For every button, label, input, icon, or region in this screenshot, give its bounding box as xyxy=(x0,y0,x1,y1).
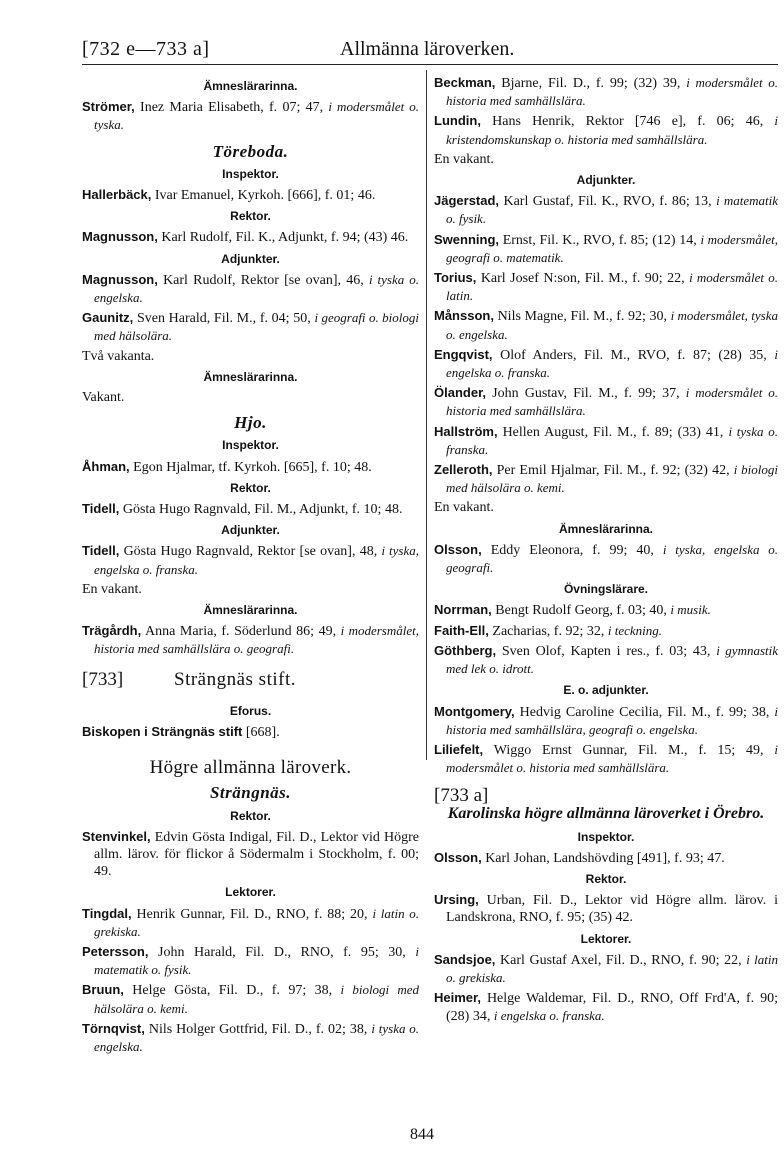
person-name: Liliefelt, xyxy=(434,741,484,757)
person-name: Hallström, xyxy=(434,423,498,439)
person-details: Helge Gösta, Fil. D., f. 97; 38, xyxy=(123,983,341,999)
person-name: Tidell, xyxy=(82,543,120,559)
person-name: Faith-Ell, xyxy=(434,622,489,638)
staff-entry xyxy=(82,309,419,345)
person-name: Hallerbäck, xyxy=(82,187,152,203)
vacancy-note: Två vakanta. xyxy=(82,348,155,364)
teaching-subjects: i geografi o. biologi med hälsolära. xyxy=(94,310,419,344)
person-details: Gösta Hugo Ragnvald, Rektor [se ovan], 48, xyxy=(119,544,382,560)
teaching-subjects: i modersmålet o. historia med samhällslära. xyxy=(446,385,778,419)
person-name: Magnusson, xyxy=(82,229,158,245)
person-details: Hans Henrik, Rektor [746 e], f. 06; 46, xyxy=(480,114,775,130)
person-name: Zelleroth, xyxy=(434,462,493,478)
page-range: [732 e—733 a] xyxy=(82,38,210,60)
vacancy-note: En vakant. xyxy=(434,151,494,167)
role-heading: Övningslärare. xyxy=(563,582,649,597)
staff-entry xyxy=(82,981,419,1017)
person-details: Eddy Eleonora, f. 99; 40, xyxy=(481,542,663,558)
person-details: Olof Anders, Fil. M., RVO, f. 87; (28) 35, xyxy=(492,347,775,363)
person-name: Tidell, xyxy=(82,501,120,517)
staff-entry xyxy=(434,849,778,867)
person-name: Strömer, xyxy=(82,99,135,115)
staff-entry xyxy=(434,601,778,619)
left-column xyxy=(82,74,419,1058)
staff-entry xyxy=(434,112,778,148)
person-name: Torius, xyxy=(434,270,477,286)
teaching-subjects: i tyska, engelska o. geografi. xyxy=(446,541,778,576)
person-details: Per Emil Hjalmar, Fil. M., f. 92; (32) 42, xyxy=(492,463,734,479)
section-number: [733 a] xyxy=(434,785,489,807)
role-heading: Inspektor. xyxy=(222,166,279,181)
teaching-subjects: i kristendomskunskap o. historia med samhällslära. xyxy=(446,113,778,147)
town-heading: Töreboda. xyxy=(212,141,289,161)
person-name: Tingdal, xyxy=(82,905,132,921)
person-details: Helge Waldemar, Fil. D., RNO, Off Frd'A, f. 90; (28) 34, xyxy=(446,991,778,1025)
teaching-subjects: i matematik o. fysik. xyxy=(446,193,778,227)
person-details: Anna Maria, f. Söderlund 86; 49, xyxy=(141,624,341,640)
person-details: Urban, Fil. D., Lektor vid Högre allm. lärov. i Landskrona, RNO, f. 95; (35) 42. xyxy=(446,893,778,926)
person-details: Bjarne, Fil. D., f. 99; (32) 39, xyxy=(495,76,687,91)
staff-entry xyxy=(434,231,778,267)
staff-entry xyxy=(82,723,419,741)
staff-entry xyxy=(82,542,419,578)
role-heading: Rektor. xyxy=(230,480,271,495)
role-heading: Lektorer. xyxy=(225,885,276,900)
section-number: [733] xyxy=(82,668,124,690)
person-details: Karl Johan, Landshövding [491], f. 93; 47. xyxy=(481,850,725,866)
role-heading: Adjunkter. xyxy=(221,523,280,538)
role-heading: Ämneslärarinna. xyxy=(203,369,298,384)
staff-entry xyxy=(434,989,778,1025)
staff-entry xyxy=(434,346,778,382)
staff-entry xyxy=(82,98,419,134)
teaching-subjects: i modersmålet o. tyska. xyxy=(94,99,419,133)
role-heading: Lektorer. xyxy=(580,931,632,946)
person-name: Olsson, xyxy=(434,849,482,865)
person-details: Egon Hjalmar, tf. Kyrkoh. [665], f. 10; 48. xyxy=(129,459,372,475)
person-details: Karl Rudolf, Fil. K., Adjunkt, f. 94; (43) 46. xyxy=(157,230,409,246)
person-details: Karl Gustaf, Fil. K., RVO, f. 86; 13, xyxy=(499,194,717,210)
person-name: Sandsjoe, xyxy=(434,951,496,967)
person-name: Beckman, xyxy=(434,75,496,90)
person-details: John Gustav, Fil. M., f. 99; 37, xyxy=(486,386,686,402)
person-details: Sven Harald, Fil. M., f. 04; 50, xyxy=(133,311,315,327)
person-name: Biskopen i Strängnäs stift xyxy=(82,723,243,739)
person-name: Magnusson, xyxy=(82,271,158,287)
person-details: Nils Holger Gottfrid, Fil. D., f. 02; 38, xyxy=(144,1021,372,1037)
teaching-subjects: i tyska o. franska. xyxy=(446,423,779,457)
person-details: Henrik Gunnar, Fil. D., RNO, f. 88; 20, xyxy=(131,906,373,922)
person-details: Gösta Hugo Ragnvald, Fil. M., Adjunkt, f. 10; 48. xyxy=(119,502,403,518)
person-details: Zacharias, f. 92; 32, xyxy=(488,623,608,639)
role-heading: Rektor. xyxy=(230,808,271,823)
role-heading: Ämneslärarinna. xyxy=(203,79,298,93)
person-details: Hedvig Caroline Cecilia, Fil. M., f. 99; 38, xyxy=(514,704,775,720)
column-divider xyxy=(426,70,427,760)
role-heading: Adjunkter. xyxy=(576,173,636,188)
staff-entry xyxy=(82,828,419,881)
person-details: Ivar Emanuel, Kyrkoh. [666], f. 01; 46. xyxy=(151,188,376,204)
staff-entry xyxy=(434,642,778,678)
staff-entry xyxy=(82,228,419,246)
vacancy-note: En vakant. xyxy=(82,581,142,597)
staff-entry xyxy=(434,192,778,228)
person-name: Bruun, xyxy=(82,982,124,998)
staff-entry xyxy=(82,1020,419,1056)
staff-entry xyxy=(434,622,778,640)
person-details: Wiggo Ernst Gunnar, Fil. M., f. 15; 49, xyxy=(483,742,775,758)
teaching-subjects: i modersmålet o. latin. xyxy=(446,270,778,304)
staff-entry xyxy=(434,951,778,987)
staff-entry xyxy=(82,622,419,658)
teaching-subjects: i engelska o. franska. xyxy=(493,1008,605,1024)
staff-entry xyxy=(434,703,778,739)
person-details: Karl Josef N:son, Fil. M., f. 90; 22, xyxy=(476,271,690,287)
person-details: Ernst, Fil. K., RVO, f. 85; (12) 14, xyxy=(499,232,701,248)
header-title: Allmänna läroverken. xyxy=(340,38,515,60)
person-name: Trägårdh, xyxy=(82,623,142,639)
role-heading: Ämneslärarinna. xyxy=(558,521,654,536)
person-name: Heimer, xyxy=(434,990,481,1006)
person-details: [668]. xyxy=(242,724,280,740)
person-details: Inez Maria Elisabeth, f. 07; 47, xyxy=(134,100,329,116)
vacancy-note: Vakant. xyxy=(82,390,125,406)
person-name: Montgomery, xyxy=(434,703,515,719)
staff-entry xyxy=(434,541,778,577)
person-name: Gaunitz, xyxy=(82,310,134,326)
person-name: Ölander, xyxy=(434,385,487,401)
section-title: Strängnäs stift. xyxy=(174,668,296,690)
staff-entry xyxy=(434,269,778,305)
staff-entry xyxy=(434,384,778,420)
teaching-subjects: i historia med samhällslära, geografi o. engelska. xyxy=(446,703,778,737)
role-heading: E. o. adjunkter. xyxy=(563,683,649,698)
staff-entry xyxy=(82,943,419,979)
person-name: Olsson, xyxy=(434,541,482,557)
teaching-subjects: i teckning. xyxy=(607,622,663,638)
person-name: Swenning, xyxy=(434,231,499,247)
running-header xyxy=(82,38,778,65)
staff-entry xyxy=(434,307,778,343)
staff-entry xyxy=(434,74,778,110)
right-column xyxy=(434,74,778,1028)
teaching-subjects: i modersmålet, historia med samhällslära o. geografi. xyxy=(94,623,419,657)
role-heading: Inspektor. xyxy=(577,829,635,844)
teaching-subjects: i tyska, engelska o. franska. xyxy=(94,543,419,577)
person-name: Törnqvist, xyxy=(82,1020,145,1036)
teaching-subjects: i gymnastik med lek o. idrott. xyxy=(446,642,779,677)
person-details: Edvin Gösta Indigal, Fil. D., Lektor vid Högre allm. lärov. för flickor å Södermalm i Stockholm, f. 00; 49. xyxy=(94,829,419,880)
teaching-subjects: i engelska o. franska. xyxy=(446,346,778,381)
role-heading: Adjunkter. xyxy=(221,251,280,266)
person-name: Stenvinkel, xyxy=(82,828,151,844)
person-details: John Harald, Fil. D., RNO, f. 95; 30, xyxy=(148,944,416,960)
person-name: Norrman, xyxy=(434,602,492,618)
person-name: Lundin, xyxy=(434,113,481,129)
role-heading: Inspektor. xyxy=(222,438,279,453)
staff-entry xyxy=(82,186,419,204)
person-name: Jägerstad, xyxy=(434,193,500,209)
teaching-subjects: i modersmålet, tyska o. engelska. xyxy=(446,308,778,342)
institution-title: Karolinska högre allmänna läroverket i Örebro. xyxy=(447,804,765,822)
teaching-subjects: i modersmålet o. historia med samhällslära. xyxy=(446,75,778,109)
person-name: Göthberg, xyxy=(434,642,497,658)
staff-entry xyxy=(434,741,778,777)
role-heading: Rektor. xyxy=(585,871,627,886)
teaching-subjects: i biologi med hälsolära o. kemi. xyxy=(446,462,778,496)
person-details: Nils Magne, Fil. M., f. 92; 30, xyxy=(493,309,671,325)
person-details: Hellen August, Fil. M., f. 89; (33) 41, xyxy=(497,424,729,440)
town-heading: Hjo. xyxy=(234,413,267,433)
person-details: Sven Olof, Kapten i res., f. 03; 43, xyxy=(496,643,717,659)
school-type-heading: Högre allmänna läroverk. xyxy=(149,757,352,779)
person-name: Ursing, xyxy=(434,892,479,908)
person-name: Åhman, xyxy=(82,458,130,474)
staff-entry xyxy=(82,458,419,476)
vacancy-note: En vakant. xyxy=(434,500,494,516)
teaching-subjects: i tyska o. engelska. xyxy=(94,1020,420,1054)
page-number: 844 xyxy=(410,1126,434,1143)
section-heading xyxy=(82,668,419,697)
person-details: Bengt Rudolf Georg, f. 03; 40, xyxy=(491,603,671,619)
staff-entry xyxy=(82,271,419,307)
teaching-subjects: i modersmålet o. historia med samhällslära. xyxy=(446,741,778,776)
teaching-subjects: i latin o. grekiska. xyxy=(446,951,778,985)
staff-entry xyxy=(434,891,778,926)
role-heading: Rektor. xyxy=(230,209,271,224)
staff-entry xyxy=(82,905,419,941)
staff-entry xyxy=(434,461,778,497)
teaching-subjects: i tyska o. engelska. xyxy=(94,271,419,306)
town-heading: Strängnäs. xyxy=(209,783,292,803)
teaching-subjects: i latin o. grekiska. xyxy=(94,905,420,939)
person-name: Månsson, xyxy=(434,308,494,324)
person-details: Karl Rudolf, Rektor [se ovan], 46, xyxy=(157,272,369,288)
teaching-subjects: i musik. xyxy=(670,602,711,618)
person-name: Petersson, xyxy=(82,943,149,959)
staff-entry xyxy=(82,500,419,518)
role-heading: Eforus. xyxy=(229,703,272,718)
teaching-subjects: i modersmålet, geografi o. matematik. xyxy=(446,231,778,265)
person-name: Engqvist, xyxy=(434,346,493,362)
teaching-subjects: i biologi med hälsolära o. kemi. xyxy=(94,982,419,1016)
teaching-subjects: i matematik o. fysik. xyxy=(94,943,419,978)
role-heading: Ämneslärarinna. xyxy=(203,603,298,618)
staff-entry xyxy=(434,423,778,459)
person-details: Karl Gustaf Axel, Fil. D., RNO, f. 90; 22, xyxy=(495,952,747,968)
